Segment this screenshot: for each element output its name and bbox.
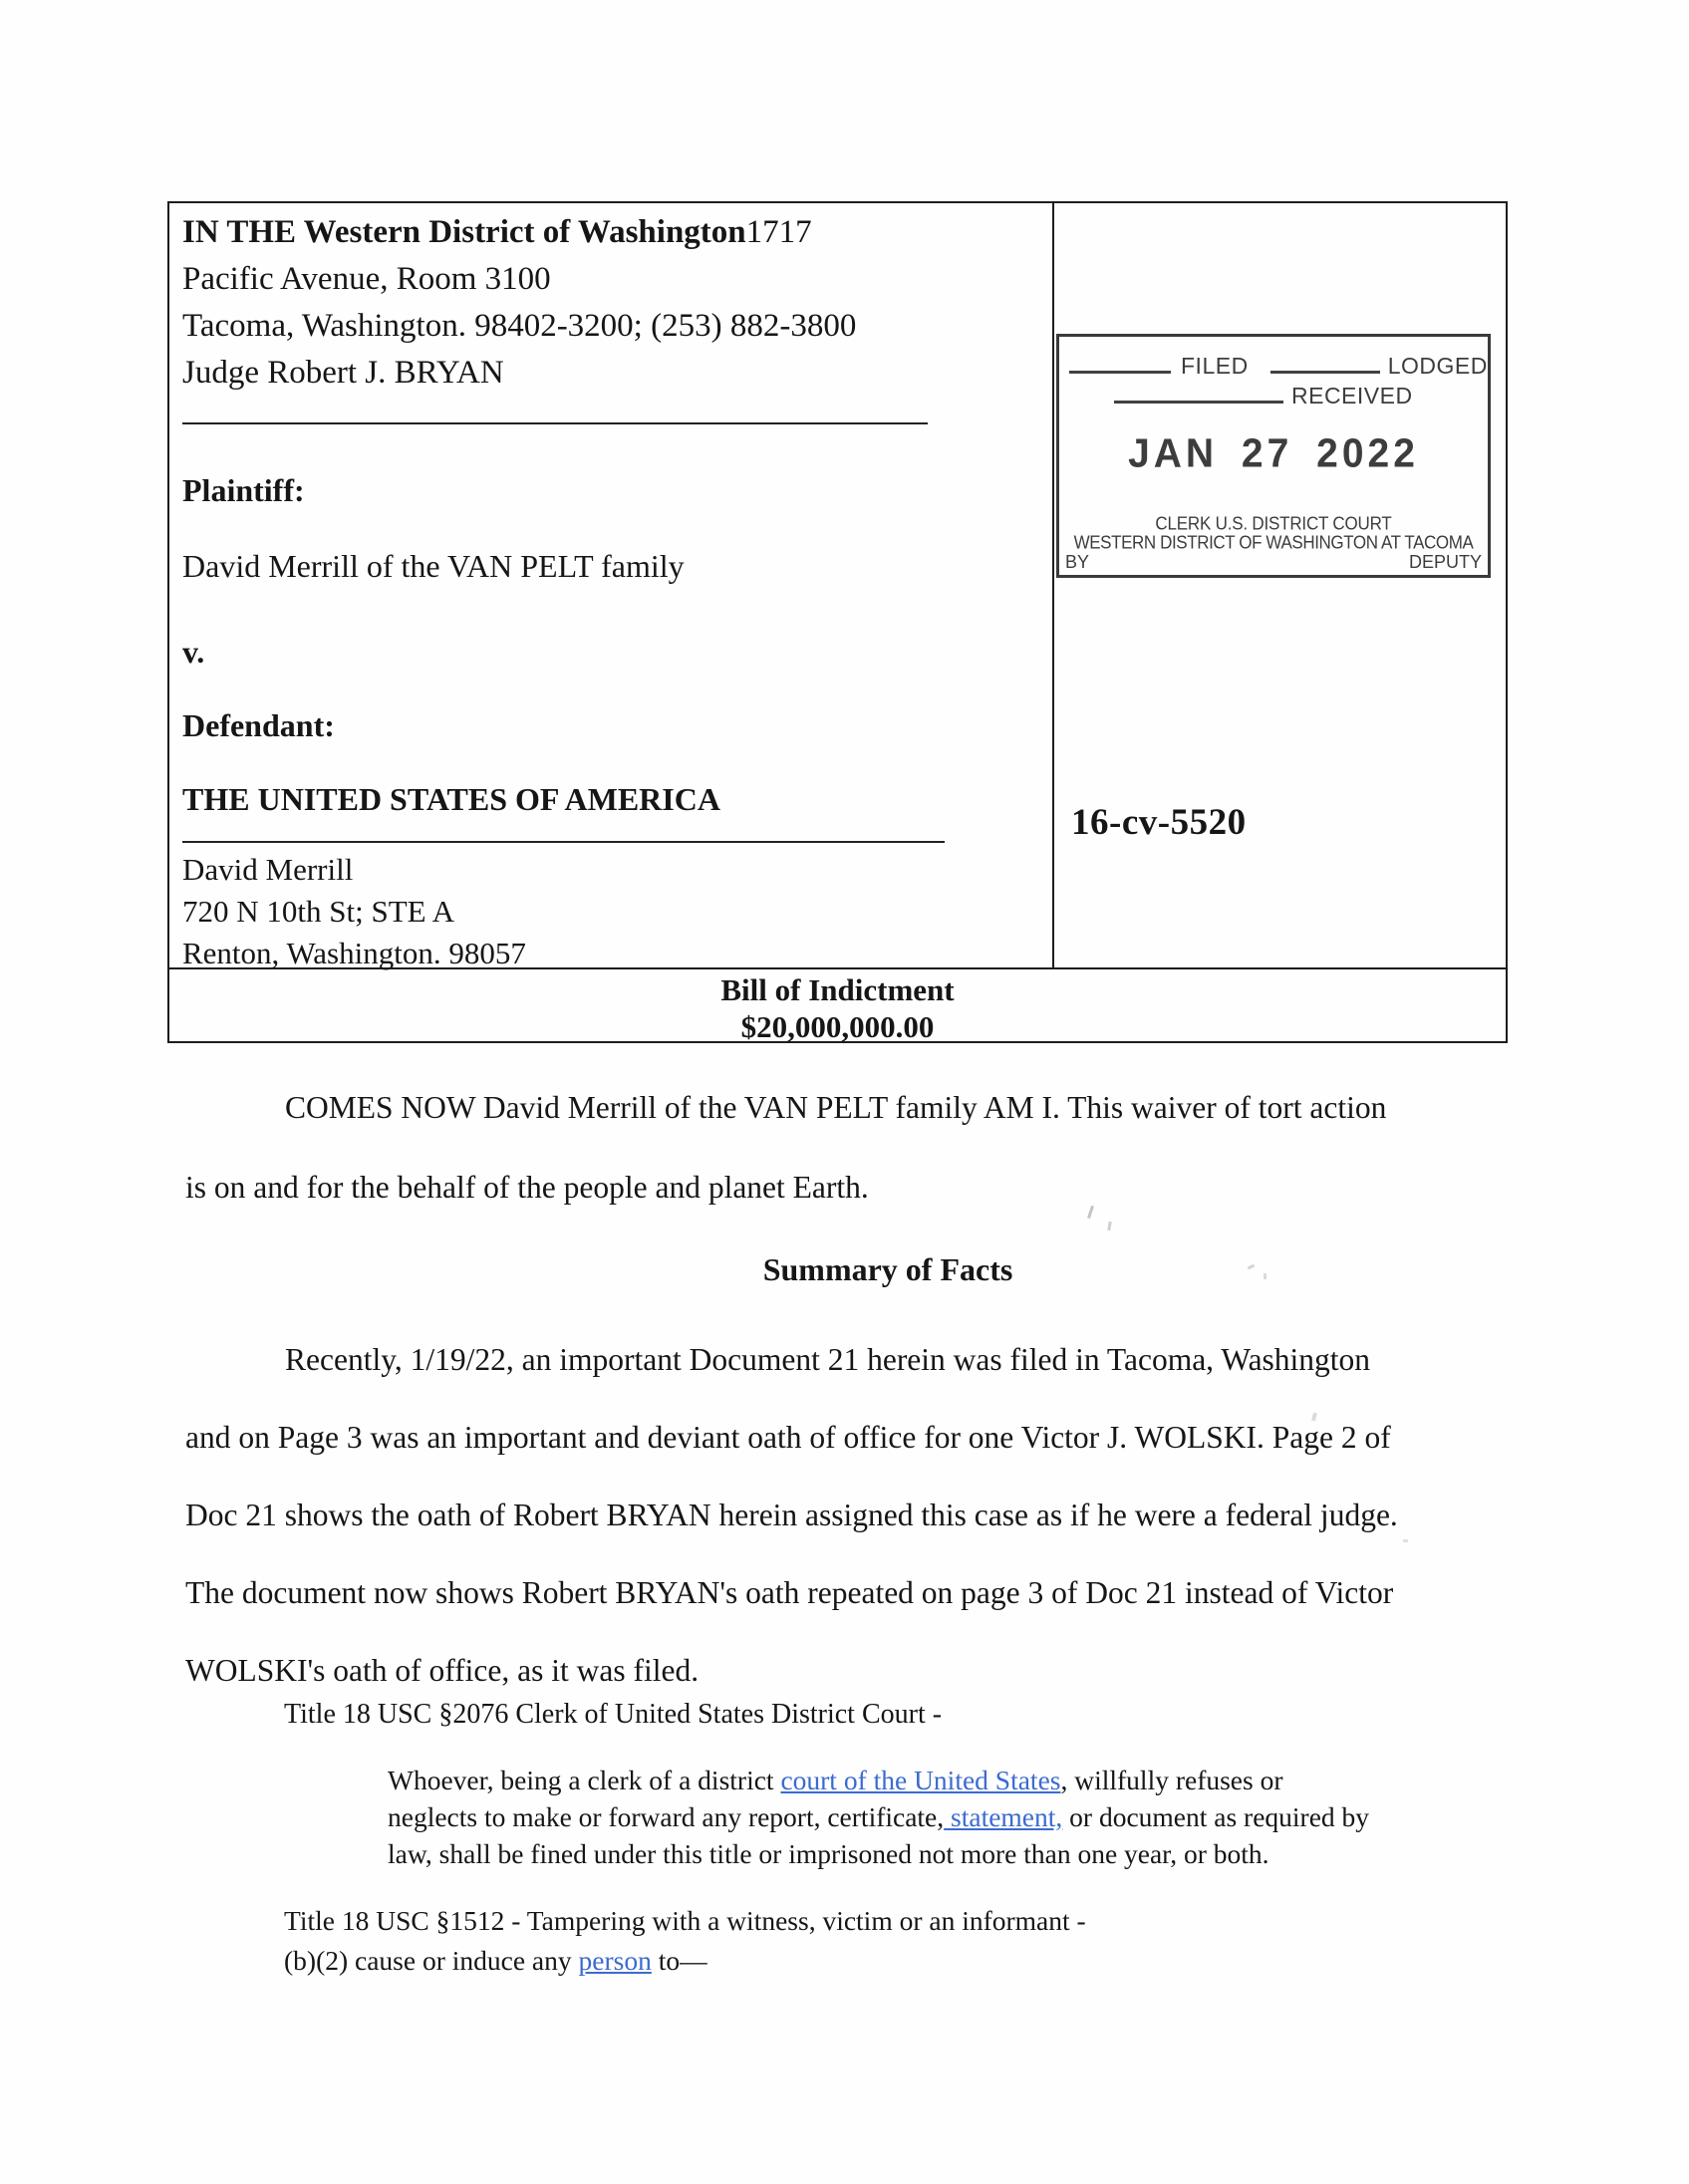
- court-address-line2: Tacoma, Washington. 98402-3200; (253) 882-3800: [182, 308, 857, 344]
- stamp-deputy-label: DEPUTY: [1408, 552, 1482, 572]
- header-separator-rule: [182, 422, 928, 424]
- scan-artifact: [1403, 1539, 1408, 1542]
- court-header-block: [182, 209, 856, 397]
- quote-line1: [388, 1762, 1369, 1798]
- court-filing-stamp: [1056, 334, 1491, 578]
- document-title: Bill of Indictment: [720, 972, 955, 1007]
- summary-of-facts-heading: Summary of Facts: [762, 1251, 1013, 1287]
- stamp-by-label: BY: [1065, 552, 1090, 572]
- facts-line5: WOLSKI's oath of office, as it was filed.: [185, 1653, 700, 1688]
- filer-address-block: [182, 849, 526, 974]
- quote-line2-text-a: neglects to make or forward any report, certificate,: [388, 1801, 945, 1832]
- quote-line3: law, shall be fined under this title or imprisoned not more than one year, or both.: [388, 1838, 1269, 1869]
- facts-line2: and on Page 3 was an important and deviant oath of office for one Victor J. WOLSKI. Page 2 of: [185, 1420, 1391, 1455]
- scan-artifact: [1264, 1273, 1267, 1279]
- plaintiff-name: David Merrill of the VAN PELT family: [182, 548, 685, 584]
- statute-1512-line2: [284, 1941, 1086, 1981]
- lodged-label: LODGED: [1387, 353, 1488, 379]
- statute-1512-line2-text-b: to—: [651, 1945, 707, 1976]
- case-number: 16-cv-5520: [1071, 802, 1247, 843]
- table-column-divider: [1052, 203, 1054, 967]
- stamp-date: JAN 27 2022: [1128, 430, 1419, 477]
- document-title-row: [169, 969, 1506, 1043]
- facts-line3: Doc 21 shows the oath of Robert BRYAN herein assigned this case as if he were a federal judge.: [185, 1498, 1398, 1532]
- filer-name: David Merrill: [182, 852, 354, 887]
- court-name: IN THE Western District of Washington: [182, 214, 746, 250]
- filer-city: Renton, Washington. 98057: [182, 936, 526, 970]
- received-label: RECEIVED: [1291, 383, 1413, 409]
- link-person[interactable]: person: [578, 1945, 652, 1976]
- filer-street: 720 N 10th St; STE A: [182, 894, 455, 929]
- link-court-of-the-united-states[interactable]: court of the United States: [780, 1765, 1061, 1795]
- plaintiff-label: Plaintiff:: [182, 472, 305, 508]
- filed-blank-line: [1069, 371, 1171, 374]
- defendant-name: THE UNITED STATES OF AMERICA: [182, 781, 720, 817]
- filer-separator-rule: [182, 841, 945, 843]
- quote-line2: [388, 1798, 1369, 1835]
- lodged-blank-line: [1270, 371, 1380, 374]
- facts-line4: The document now shows Robert BRYAN's oath repeated on page 3 of Doc 21 instead of Victor: [185, 1575, 1394, 1610]
- quote-line1-text-a: Whoever, being a clerk of a district: [388, 1765, 781, 1795]
- court-street-number: 1717: [745, 214, 812, 250]
- statute-2076-title: Title 18 USC §2076 Clerk of United States District Court -: [284, 1699, 943, 1730]
- versus-abbreviation: v.: [182, 634, 205, 670]
- opening-paragraph: [185, 1068, 1386, 1228]
- stamp-received-line: [1114, 383, 1413, 410]
- judge-line: Judge Robert J. BRYAN: [182, 355, 504, 391]
- court-header-line1: [182, 209, 856, 256]
- defendant-label: Defendant:: [182, 707, 335, 743]
- received-blank-line: [1114, 401, 1283, 404]
- stamp-filed-lodged-line: [1069, 353, 1488, 380]
- stamp-clerk-line1: CLERK U.S. DISTRICT COURT: [1155, 513, 1392, 534]
- opening-paragraph-line2: is on and for the behalf of the people and planet Earth.: [185, 1170, 869, 1205]
- statute-1512-line2-text-a: (b)(2) cause or induce any: [284, 1945, 579, 1976]
- filed-label: FILED: [1181, 353, 1249, 379]
- quote-line1-text-b: , willfully refuses or: [1060, 1765, 1283, 1795]
- link-statement[interactable]: statement,: [944, 1801, 1063, 1832]
- facts-paragraph: [185, 1321, 1398, 1710]
- stamp-clerk-line2: WESTERN DISTRICT OF WASHINGTON AT TACOMA: [1073, 532, 1474, 553]
- facts-line1: Recently, 1/19/22, an important Document 21 herein was filed in Tacoma, Washington: [285, 1342, 1371, 1377]
- statute-1512-block: [284, 1901, 1086, 1981]
- opening-paragraph-line1: COMES NOW David Merrill of the VAN PELT family AM I. This waiver of tort action: [285, 1090, 1387, 1125]
- statute-1512-title: Title 18 USC §1512 - Tampering with a witness, victim or an informant -: [284, 1905, 1086, 1936]
- caption-table: [167, 201, 1508, 1043]
- court-address-line1: Pacific Avenue, Room 3100: [182, 261, 551, 297]
- quote-line2-text-b: or document as required by: [1062, 1801, 1370, 1832]
- document-amount: $20,000,000.00: [740, 1009, 935, 1044]
